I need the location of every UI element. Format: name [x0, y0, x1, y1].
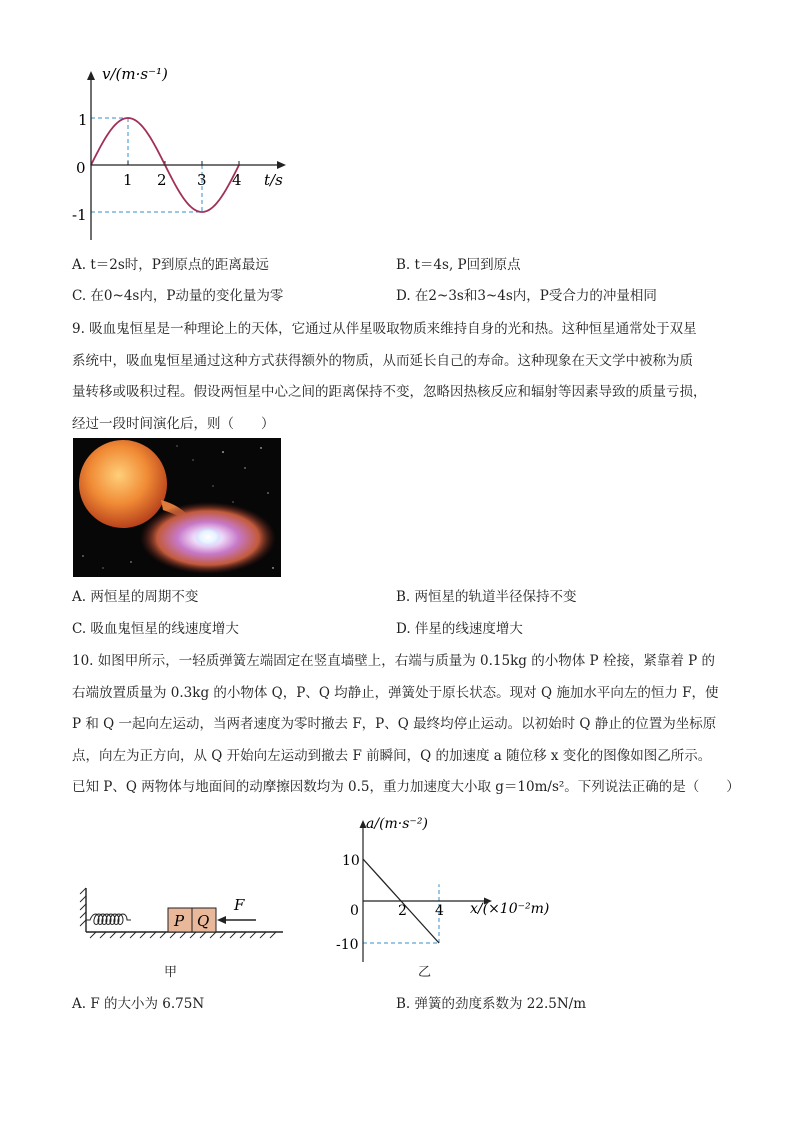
q9-line: 系统中，吸血鬼恒星通过这种方式获得额外的物质，从而延长自己的寿命。这种现象在天文学中被称为质	[72, 352, 693, 369]
vt-x-tick-2: 2	[157, 171, 167, 189]
ax-x-label: x/(×10⁻²m)	[470, 901, 550, 917]
vt-x-tick-3: 3	[197, 171, 207, 189]
vt-x-tick-1: 1	[123, 171, 133, 189]
vt-y-tick-neg1: -1	[72, 206, 87, 224]
ax-x-tick-4: 4	[435, 903, 444, 919]
force-arrow-head	[217, 916, 226, 924]
ax-y-tick-10: 10	[342, 853, 360, 869]
acceleration-displacement-graph	[330, 810, 550, 970]
q9-stem	[72, 314, 732, 440]
wall-hatch	[80, 888, 86, 926]
ax-y-label: a/(m·s⁻²)	[366, 816, 428, 832]
ax-x-tick-2: 2	[398, 903, 407, 919]
vt-x-tick-4: 4	[232, 171, 242, 189]
q10-line: 10. 如图甲所示，一轻质弹簧左端固定在竖直墙壁上，右端与质量为 0.15kg 的小物体 P 栓接，紧靠着 P 的	[72, 653, 716, 669]
figure-yi-caption: 乙	[418, 965, 432, 980]
vt-x-arrow	[277, 161, 286, 169]
q8-option-d[interactable]: D. 在2~3s和3~4s内，P受合力的冲量相同	[396, 288, 657, 304]
q9-option-d[interactable]: D. 伴星的线速度增大	[396, 621, 523, 637]
block-p-label: P	[174, 912, 185, 930]
q9-option-c[interactable]: C. 吸血鬼恒星的线速度增大	[72, 621, 239, 637]
ax-origin: 0	[350, 903, 359, 919]
q8-option-a[interactable]: A. t＝2s时，P到原点的距离最远	[72, 257, 269, 273]
q10-line: 右端放置质量为 0.3kg 的小物体 Q，P、Q 均静止，弹簧处于原长状态。现对 Q 施加水平向左的恒力 F，使	[72, 684, 719, 701]
q9-line: 9. 吸血鬼恒星是一种理论上的天体，它通过从伴星吸取物质来维持自身的光和热。这种恒星通常处于双星	[72, 321, 697, 337]
block-q-label: Q	[197, 912, 210, 930]
ax-y-tick-neg10: -10	[336, 937, 359, 953]
force-label: F	[234, 896, 245, 914]
q8-option-b[interactable]: B. t＝4s, P回到原点	[396, 257, 521, 273]
q9-line: 经过一段时间演化后，则（ ）	[72, 415, 275, 432]
q10-line: P 和 Q 一起向左运动，当两者速度为零时撤去 F，P、Q 最终均停止运动。以初始时 Q 静止的位置为坐标原	[72, 716, 717, 732]
q10-option-a[interactable]: A. F 的大小为 6.75N	[72, 996, 205, 1012]
vt-y-label: v/(m·s⁻¹)	[102, 65, 168, 83]
q9-option-b[interactable]: B. 两恒星的轨道半径保持不变	[396, 589, 577, 605]
ground-hatch	[90, 932, 276, 938]
figure-jia-caption: 甲	[164, 965, 178, 980]
figure-jia-spring-blocks	[78, 880, 288, 942]
q10-option-b[interactable]: B. 弹簧的劲度系数为 22.5N/m	[396, 996, 587, 1012]
q10-line: 已知 P、Q 两物体与地面间的动摩擦因数均为 0.5，重力加速度大小取 g＝10m/s²。下列说法正确的是（ ）	[72, 779, 740, 795]
q9-line: 量转移或吸积过程。假设两恒星中心之间的距离保持不变，忽略因热核反应和辐射等因素导致的质量亏损，	[72, 384, 707, 400]
binary-star-image	[73, 438, 281, 577]
q9-option-a[interactable]: A. 两恒星的周期不变	[72, 589, 199, 605]
vampire-star-core	[194, 527, 222, 547]
q10-stem	[72, 646, 740, 804]
q10-line: 点，向左为正方向，从 Q 开始向左运动到撤去 F 前瞬间，Q 的加速度 a 随位移 x 变化的图像如图乙所示。	[72, 747, 712, 764]
vt-x-label: t/s	[264, 171, 283, 189]
q8-option-c[interactable]: C. 在0~4s内，P动量的变化量为零	[72, 288, 284, 304]
vt-y-tick-1: 1	[78, 111, 88, 129]
velocity-time-graph	[60, 55, 300, 245]
spring-coil	[86, 914, 131, 925]
companion-giant-star	[79, 440, 167, 528]
vt-y-arrow	[87, 71, 95, 80]
vt-origin: 0	[76, 159, 86, 177]
